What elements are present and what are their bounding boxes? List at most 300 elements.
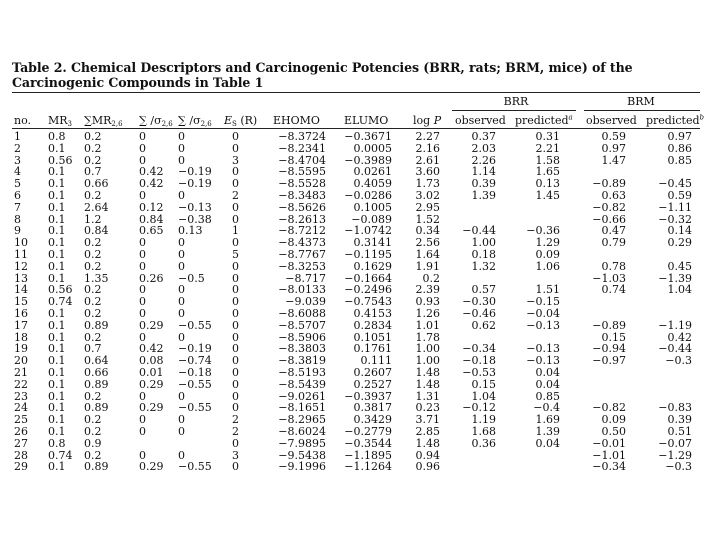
table-cell: −8.6088	[278, 307, 326, 320]
table-cell: 0.89	[84, 318, 109, 332]
table-cell: −0.34	[462, 342, 496, 356]
table-cell: −1.0742	[344, 224, 392, 238]
table-cell: 0.26	[139, 271, 164, 285]
table-cell: 0	[232, 271, 239, 285]
table-cell: 0.09	[601, 413, 626, 427]
table-cell: −1.39	[658, 271, 692, 285]
table-cell: 0	[139, 283, 146, 297]
brm-predicted-sup: b	[699, 113, 704, 122]
table-cell: 0.66	[84, 177, 109, 191]
table-cell: 0.04	[535, 377, 560, 391]
table-cell: 1.06	[535, 259, 560, 273]
table-cell: 0	[178, 330, 185, 344]
table-cell: 0.13	[178, 224, 203, 238]
table-cell: −1.03	[592, 271, 626, 285]
table-cell: 1.26	[415, 307, 440, 320]
table-cell: −0.3989	[344, 153, 392, 167]
table-cell: −8.5439	[278, 377, 326, 391]
table-cell: 0.15	[471, 377, 496, 391]
table-cell: −0.1664	[344, 271, 392, 285]
table-cell: 0.34	[415, 224, 440, 238]
table-cell: 0.8	[48, 130, 66, 143]
table-row	[0, 177, 720, 189]
brm-predicted-label: predicted	[646, 114, 700, 127]
table-cell: −8.5528	[278, 177, 326, 191]
table-cell: 0	[139, 425, 146, 438]
table-cell: 12	[14, 259, 28, 273]
table-cell: 0	[178, 236, 185, 250]
table-cell: −0.4	[533, 401, 560, 415]
table-cell: 0	[139, 389, 146, 403]
mr3-sub: 3	[67, 120, 73, 128]
table-cell: 0.2607	[353, 366, 392, 379]
table-cell: −0.46	[462, 307, 496, 320]
table-cell: 0.2	[84, 153, 102, 167]
table-cell: 0.36	[471, 436, 496, 450]
sigma-p-fraction-slash: ∕	[189, 114, 194, 127]
table-cell: 0.1	[48, 165, 66, 179]
table-cell: −0.3	[665, 460, 692, 474]
table-cell: 0.1	[48, 425, 66, 438]
table-cell: −8.3483	[278, 189, 326, 202]
table-cell: 0.8	[48, 436, 66, 450]
table-cell: 0.89	[84, 460, 109, 474]
smr-sub: 2,6	[111, 120, 123, 128]
table-cell: 0.57	[471, 283, 496, 297]
table-row	[0, 425, 720, 437]
table-cell: 0	[139, 248, 146, 261]
table-cell: −0.45	[658, 177, 692, 191]
table-row	[0, 366, 720, 378]
table-cell: 1.00	[471, 236, 496, 250]
table-cell: 0.29	[139, 377, 164, 391]
table-cell: 0	[232, 165, 239, 179]
table-cell: −1.19	[658, 318, 692, 332]
table-cell: 1.39	[535, 425, 560, 438]
table-cell: 0	[232, 200, 239, 214]
table-cell: 0	[178, 413, 185, 427]
table-cell: 26	[14, 425, 28, 438]
table-cell: −8.0133	[278, 283, 326, 297]
table-cell: 0	[139, 295, 146, 309]
table-cell: 1.51	[535, 283, 560, 297]
table-cell: 0.2	[84, 283, 102, 297]
table-cell: 0	[232, 141, 239, 155]
table-cell: 1.2	[84, 212, 102, 226]
sigma-p-label: ∑	[178, 114, 186, 127]
table-cell: 0	[178, 153, 185, 167]
table-cell: 0.7	[84, 342, 102, 356]
table-cell: 1	[14, 130, 21, 143]
table-cell: −0.66	[592, 212, 626, 226]
table-row	[0, 165, 720, 177]
col-header-brr-observed: observed	[455, 114, 506, 127]
table-cell: −8.4704	[278, 153, 326, 167]
table-cell: −0.97	[592, 354, 626, 368]
table-cell: 0	[232, 307, 239, 320]
table-cell: −9.1996	[278, 460, 326, 474]
table-cell: −1.01	[592, 448, 626, 462]
table-cell: −0.44	[658, 342, 692, 356]
table-cell: 0.42	[667, 330, 692, 344]
table-cell: 0	[232, 436, 239, 450]
table-cell: 0	[178, 389, 185, 403]
table-cell: 2.27	[415, 130, 440, 143]
col-header-brm-observed: observed	[586, 114, 637, 127]
table-cell: 0.2834	[353, 318, 392, 332]
table-cell: −0.44	[462, 224, 496, 238]
table-cell: −0.1195	[344, 248, 392, 261]
col-header-no: no.	[14, 114, 32, 127]
table-cell: 0.1	[48, 189, 66, 202]
table-cell: −0.83	[658, 401, 692, 415]
table-cell: 0	[178, 295, 185, 309]
table-cell: 0.29	[139, 460, 164, 474]
table-cell: 1.01	[415, 318, 440, 332]
table-cell: −8.3253	[278, 259, 326, 273]
table-cell: 0.4059	[353, 177, 392, 191]
table-cell: 2.26	[471, 153, 496, 167]
table-row	[0, 189, 720, 201]
table-cell: 0	[232, 283, 239, 297]
table-cell: 20	[14, 354, 28, 368]
table-cell: 0	[178, 307, 185, 320]
table-cell: −1.1895	[344, 448, 392, 462]
mr3-label: MR	[48, 114, 68, 127]
table-cell: 0	[139, 259, 146, 273]
table-cell: 0.04	[535, 366, 560, 379]
table-cell: 0.97	[601, 141, 626, 155]
table-cell: 3	[14, 153, 21, 167]
table-cell: −0.82	[592, 401, 626, 415]
table-cell: 1.48	[415, 377, 440, 391]
table-cell: 3.02	[415, 189, 440, 202]
table-cell: −0.13	[178, 200, 212, 214]
table-cell: 1.48	[415, 436, 440, 450]
table-cell: 0.1	[48, 401, 66, 415]
table-cell: 9	[14, 224, 21, 238]
sigma-symbol: σ	[154, 114, 162, 127]
table-cell: 0.13	[535, 177, 560, 191]
table-cell: 0	[178, 189, 185, 202]
table-cell: 0.0005	[353, 141, 392, 155]
table-cell: 1.45	[535, 189, 560, 202]
table-cell: 1.91	[415, 259, 440, 273]
smr-label: ∑MR	[84, 114, 112, 127]
table-cell: 0.4153	[353, 307, 392, 320]
table-cell: 0	[232, 342, 239, 356]
table-cell: 1.19	[471, 413, 496, 427]
table-cell: 1.52	[415, 212, 440, 226]
table-cell: 0.62	[471, 318, 496, 332]
table-row	[0, 272, 720, 284]
table-cell: 0.97	[667, 130, 692, 143]
table-row	[0, 236, 720, 248]
table-cell: 0.39	[471, 177, 496, 191]
table-cell: −0.55	[178, 460, 212, 474]
table-cell: −8.3724	[278, 130, 326, 143]
table-cell: 0.85	[535, 389, 560, 403]
table-cell: 0	[178, 259, 185, 273]
table-cell: 11	[14, 248, 28, 261]
table-cell: 0.1	[48, 212, 66, 226]
table-cell: 0.29	[667, 236, 692, 250]
table-cell: −8.2341	[278, 141, 326, 155]
sigma-fraction-slash: ∕	[150, 114, 155, 127]
table-cell: 1.64	[415, 248, 440, 261]
col-header-mr3	[48, 114, 72, 127]
table-cell: 2.39	[415, 283, 440, 297]
table-cell: 0.1	[48, 224, 66, 238]
table-row	[0, 201, 720, 213]
table-cell: 3.71	[415, 413, 440, 427]
table-cell: 0.59	[601, 130, 626, 143]
table-cell: −7.9895	[278, 436, 326, 450]
table-cell: 1.69	[535, 413, 560, 427]
table-cell: 0.42	[139, 342, 164, 356]
brm-group-rule	[584, 110, 700, 111]
col-header-elumo: ELUMO	[344, 114, 389, 127]
table-cell: 0.1	[48, 330, 66, 344]
table-cell: 0	[139, 307, 146, 320]
table-cell: 2	[232, 413, 239, 427]
table-cell: −0.89	[592, 318, 626, 332]
table-cell: 0.1629	[353, 259, 392, 273]
table-cell: 0	[232, 389, 239, 403]
table-cell: −0.82	[592, 200, 626, 214]
sigma-p-sub: 2,6	[200, 120, 212, 128]
table-cell: 1.29	[535, 236, 560, 250]
table-cell: 1.35	[84, 271, 109, 285]
table-cell: 0.1	[48, 236, 66, 250]
table-cell: 3	[232, 448, 239, 462]
table-cell: −0.74	[178, 354, 212, 368]
table-cell: 0.1	[48, 366, 66, 379]
table-cell: 0.78	[601, 259, 626, 273]
table-cell: 0.29	[139, 401, 164, 415]
table-cell: 2.03	[471, 141, 496, 155]
table-cell: 0.74	[48, 295, 73, 309]
table-cell: 0	[232, 330, 239, 344]
table-row	[0, 460, 720, 472]
table-cell: −8.5193	[278, 366, 326, 379]
table-cell: 0.74	[48, 448, 73, 462]
table-cell: −0.3937	[344, 389, 392, 403]
table-cell: −0.3	[665, 354, 692, 368]
table-cell: 0.2	[84, 389, 102, 403]
table-cell: 0	[232, 354, 239, 368]
table-cell: 0	[139, 189, 146, 202]
sigma-sub: 2,6	[161, 120, 173, 128]
table-cell: −0.19	[178, 165, 212, 179]
table-cell: 0.3141	[353, 236, 392, 250]
table-cell: 2.56	[415, 236, 440, 250]
es-sub: S	[232, 120, 237, 128]
table-cell: 0.1	[48, 248, 66, 261]
table-cell: 0.09	[535, 248, 560, 261]
table-cell: 0.63	[601, 189, 626, 202]
table-cell: 0.1	[48, 259, 66, 273]
table-cell: −0.13	[526, 318, 560, 332]
table-cell: 0.56	[48, 153, 73, 167]
table-row	[0, 401, 720, 413]
table-cell: 2.61	[415, 153, 440, 167]
table-cell: 1.58	[535, 153, 560, 167]
table-cell: −8.1651	[278, 401, 326, 415]
table-cell: 0	[178, 248, 185, 261]
table-cell: 0.96	[415, 460, 440, 474]
table-cell: 0	[139, 330, 146, 344]
table-cell: 0	[232, 318, 239, 332]
es-tail: (R)	[236, 114, 258, 127]
table-cell: 0.59	[667, 189, 692, 202]
table-cell: −9.039	[285, 295, 326, 309]
table-cell: 1.32	[471, 259, 496, 273]
table-cell: 0.0261	[353, 165, 392, 179]
table-cell: −0.5	[178, 271, 205, 285]
table-row	[0, 378, 720, 390]
table-cell: 0.51	[667, 425, 692, 438]
table-cell: 0.15	[601, 330, 626, 344]
table-cell: 0.89	[84, 377, 109, 391]
table-cell: 0.18	[471, 248, 496, 261]
table-cell: 0	[232, 377, 239, 391]
brr-predicted-label: predicted	[515, 114, 569, 127]
table-cell: 0.2	[84, 248, 102, 261]
table-cell: −0.94	[592, 342, 626, 356]
table-cell: −8.5906	[278, 330, 326, 344]
table-cell: 0.29	[139, 318, 164, 332]
table-cell: −0.53	[462, 366, 496, 379]
table-cell: 0.85	[667, 153, 692, 167]
table-cell: 0	[178, 448, 185, 462]
table-cell: −9.5438	[278, 448, 326, 462]
table-cell: 0	[139, 448, 146, 462]
table-cell: 1.65	[535, 165, 560, 179]
table-cell: 10	[14, 236, 28, 250]
table-cell: 0.93	[415, 295, 440, 309]
table-cell: 0.89	[84, 401, 109, 415]
table-cell: 0.39	[667, 413, 692, 427]
table-row	[0, 260, 720, 272]
table-cell: 0	[232, 177, 239, 191]
table-cell: 0.79	[601, 236, 626, 250]
table-cell: −8.7212	[278, 224, 326, 238]
table-cell: 0.2	[84, 141, 102, 155]
table-cell: −0.12	[462, 401, 496, 415]
table-cell: 13	[14, 271, 28, 285]
table-cell: −0.30	[462, 295, 496, 309]
col-header-sigma	[139, 114, 173, 127]
table-cell: 0.08	[139, 354, 164, 368]
table-cell: 0	[178, 141, 185, 155]
table-cell: −0.34	[592, 460, 626, 474]
header-rule	[12, 128, 700, 129]
col-header-brm-predicted	[646, 114, 704, 127]
table-cell: 0	[139, 413, 146, 427]
table-cell: 2	[14, 141, 21, 155]
col-header-logp	[413, 114, 441, 127]
table-cell: 0.94	[415, 448, 440, 462]
table-cell: 0.42	[139, 165, 164, 179]
table-cell: 1.00	[415, 342, 440, 356]
table-cell: 3	[232, 153, 239, 167]
table-cell: 0.1	[48, 354, 66, 368]
table-cell: −8.2613	[278, 212, 326, 226]
table-cell: −1.11	[658, 200, 692, 214]
table-cell: 0.2	[422, 271, 440, 285]
table-row	[0, 307, 720, 319]
table-cell: −8.3819	[278, 354, 326, 368]
table-cell: 2.95	[415, 200, 440, 214]
table-cell: 18	[14, 330, 28, 344]
table-row	[0, 295, 720, 307]
table-cell: 27	[14, 436, 28, 450]
table-row	[0, 283, 720, 295]
table-cell: 1.47	[601, 153, 626, 167]
table-cell: 0.2	[84, 330, 102, 344]
table-cell: 1	[232, 224, 239, 238]
table-cell: 0.47	[601, 224, 626, 238]
table-row	[0, 248, 720, 260]
table-cell: 0.64	[84, 354, 109, 368]
table-cell: 1.14	[471, 165, 496, 179]
top-rule	[12, 92, 700, 93]
table-row	[0, 319, 720, 331]
table-cell: −0.19	[178, 177, 212, 191]
table-cell: 0	[232, 460, 239, 474]
table-cell: 0.2	[84, 425, 102, 438]
table-cell: 3.60	[415, 165, 440, 179]
brr-predicted-sup: a	[568, 113, 573, 122]
table-cell: 1.04	[471, 389, 496, 403]
table-cell: 0.2	[84, 189, 102, 202]
table-cell: −8.5707	[278, 318, 326, 332]
sigma-p-symbol: σ	[193, 114, 201, 127]
table-cell: 0.1051	[353, 330, 392, 344]
table-caption: Table 2. Chemical Descriptors and Carcinogenic Potencies (BRR, rats; BRM, mice) of the Carcinogenic Compounds in Table 1	[12, 60, 633, 90]
brm-group-header: BRM	[627, 95, 655, 108]
table-cell: 0	[178, 283, 185, 297]
table-cell: 0.2527	[353, 377, 392, 391]
table-cell: 0	[232, 295, 239, 309]
table-row	[0, 142, 720, 154]
logp-label: log	[413, 114, 434, 127]
table-cell: −0.01	[592, 436, 626, 450]
table-cell: 0.1	[48, 413, 66, 427]
table-cell: 1.00	[415, 354, 440, 368]
table-cell: 2	[232, 189, 239, 202]
table-cell: 19	[14, 342, 28, 356]
table-cell: 0.1	[48, 307, 66, 320]
table-cell: −8.2965	[278, 413, 326, 427]
table-cell: 0.1	[48, 460, 66, 474]
table-cell: 0.56	[48, 283, 73, 297]
table-cell: 0.31	[535, 130, 560, 143]
table-row	[0, 413, 720, 425]
table-cell: 0.111	[360, 354, 392, 368]
table-cell: −0.32	[658, 212, 692, 226]
table-row	[0, 354, 720, 366]
table-cell: −8.4373	[278, 236, 326, 250]
logp-italic: P	[433, 114, 442, 127]
table-cell: −0.55	[178, 377, 212, 391]
table-cell: 0.45	[667, 259, 692, 273]
table-cell: −0.55	[178, 401, 212, 415]
table-cell: 0	[232, 236, 239, 250]
table-cell: −0.36	[526, 224, 560, 238]
table-cell: 8	[14, 212, 21, 226]
